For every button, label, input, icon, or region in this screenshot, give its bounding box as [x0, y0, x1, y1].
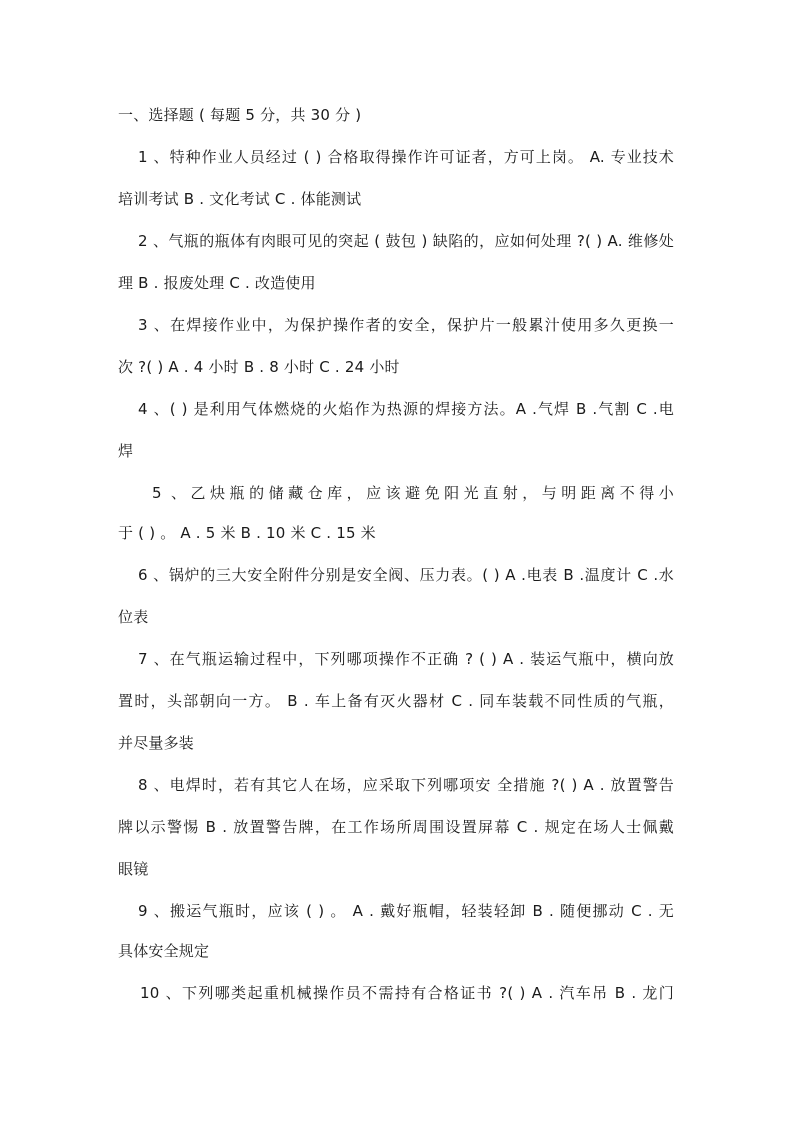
question-4-line-2: 焊 [118, 442, 134, 460]
section-title: 一、选择题 ( 每题 5 分，共 30 分 ) [118, 106, 362, 124]
question-3-line-2: 次 ?( ) A . 4 小时 B . 8 小时 C . 24 小时 [118, 358, 400, 376]
question-5-line-2: 于 ( ) 。 A . 5 米 B . 10 米 C . 15 米 [118, 524, 376, 542]
question-1-line-1: 1 、特种作业人员经过 ( ) 合格取得操作许可证者，方可上岗。 A. 专业技术 [138, 148, 674, 166]
question-8-line-3: 眼镜 [118, 860, 149, 878]
question-8-line-2: 牌以示警惕 B . 放置警告牌，在工作场所周围设置屏幕 C . 规定在场人士佩戴 [118, 818, 674, 836]
question-7-line-2: 置时，头部朝向一方。 B . 车上备有灭火器材 C . 同车装载不同性质的气瓶， [118, 692, 674, 710]
question-8-line-1: 8 、电焊时，若有其它人在场，应采取下列哪项安 全措施 ?( ) A . 放置警告 [138, 776, 674, 794]
question-9-line-1: 9 、搬运气瓶时，应该 ( ) 。 A . 戴好瓶帽，轻装轻卸 B . 随便挪动 C . 无 [138, 902, 674, 920]
question-2-line-1: 2 、气瓶的瓶体有肉眼可见的突起 ( 鼓包 ) 缺陷的，应如何处理 ?( ) A. 维修处 [138, 232, 674, 250]
question-5-line-1: 5 、乙炔瓶的储藏仓库，应该避免阳光直射，与明距离不得小 [152, 484, 674, 502]
question-3-line-1: 3 、在焊接作业中，为保护操作者的安全，保护片一般累汁使用多久更换一 [138, 316, 674, 334]
question-7-line-3: 并尽量多装 [118, 734, 195, 752]
question-6-line-1: 6 、锅炉的三大安全附件分别是安全阀、压力表。( ) A .电表 B .温度计 C .水 [138, 566, 674, 584]
question-4-line-1: 4 、( ) 是利用气体燃烧的火焰作为热源的焊接方法。A .气焊 B .气割 C .电 [138, 400, 674, 418]
question-10-line-1: 10 、下列哪类起重机械操作员不需持有合格证书 ?( ) A . 汽车吊 B . 龙门 [140, 984, 674, 1002]
question-7-line-1: 7 、在气瓶运输过程中，下列哪项操作不正确 ? ( ) A . 装运气瓶中，横向放 [138, 650, 674, 668]
question-1-line-2: 培训考试 B . 文化考试 C . 体能测试 [118, 190, 362, 208]
question-2-line-2: 理 B . 报废处理 C . 改造使用 [118, 274, 316, 292]
question-9-line-2: 具体安全规定 [118, 942, 210, 960]
question-6-line-2: 位表 [118, 608, 149, 626]
